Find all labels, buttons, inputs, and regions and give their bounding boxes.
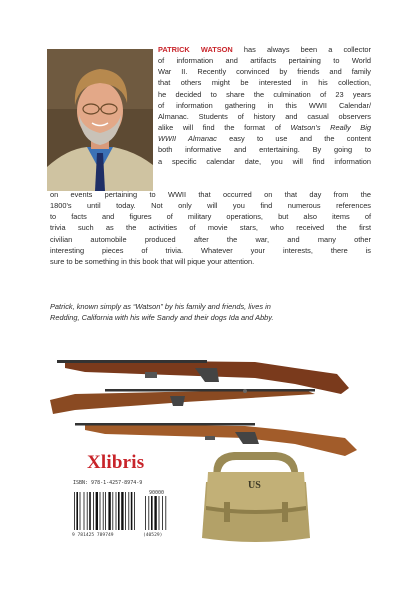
book-title: Watson's Really Big (290, 123, 371, 133)
book-title: WWII Almanac (158, 134, 217, 144)
bio-line: civilian automobile produced after the war, and many other (50, 234, 371, 244)
bio-line: to facts and figures of military operations, but also items of (50, 212, 371, 222)
author-tagline (50, 301, 371, 323)
bio-line: trivia such as the activities of movie stars, who received the first (50, 223, 371, 233)
bio-line: sure to be something in this book that will pique your attention. (50, 256, 255, 266)
bio-line: War II. Recently convinced by friends and family (158, 67, 371, 77)
bio-paragraph-bottom (50, 189, 371, 267)
bio-line: a specific calendar date, you will find information (158, 156, 371, 166)
author-portrait-icon (47, 49, 153, 191)
bio-line: alike will find the format of Watson's Really Big (158, 123, 371, 133)
price-code: 90000 (149, 490, 165, 496)
tagline-line: Redding, California with his wife Sandy and their dogs Ida and Abby. (50, 313, 274, 322)
barcode-icon (71, 488, 171, 538)
bio-paragraph-top (158, 44, 371, 167)
bio-line: on events pertaining to WWII that occurred on that day from the (50, 190, 371, 199)
bio-line: interesting pieces of trivia. Whatever your interests, there is (50, 245, 371, 255)
canvas-bag-icon (200, 448, 312, 546)
barcode-number-right: (40529) (143, 533, 163, 538)
barcode-number-left: 9 781425 789749 (72, 533, 114, 538)
three-rifles-icon (45, 348, 370, 463)
bag-marking: US (248, 480, 261, 491)
publisher-logo: Xlibris (87, 452, 145, 473)
author-photo (47, 49, 153, 191)
tagline-line: Patrick, known simply as “Watson” by his family and friends, lives in (50, 302, 271, 311)
bio-line: 1800's until today. Not only will you find numerous references (50, 201, 371, 211)
bio-line: that others might be interested in his collection, (158, 78, 371, 88)
rifle-top (57, 360, 349, 394)
bio-line: Almanac. Students of history and casual observers (158, 111, 371, 121)
rifle-middle (50, 389, 315, 414)
bio-line: both informative and entertaining. By going to (158, 145, 371, 155)
bio-line: of information and artifacts pertaining to World (158, 56, 371, 66)
bio-line: WWII Almanac easy to use and the content (158, 134, 371, 144)
author-name: PATRICK WATSON (158, 45, 233, 54)
bio-line: PATRICK WATSON has always been a collector (158, 45, 371, 54)
isbn-label: ISBN: 978-1-4257-8974-9 (73, 480, 143, 486)
bio-line: of information gathering in this WWII Calendar/ (158, 100, 371, 110)
bio-line: he decided to share the culmination of 23 years (158, 89, 371, 99)
